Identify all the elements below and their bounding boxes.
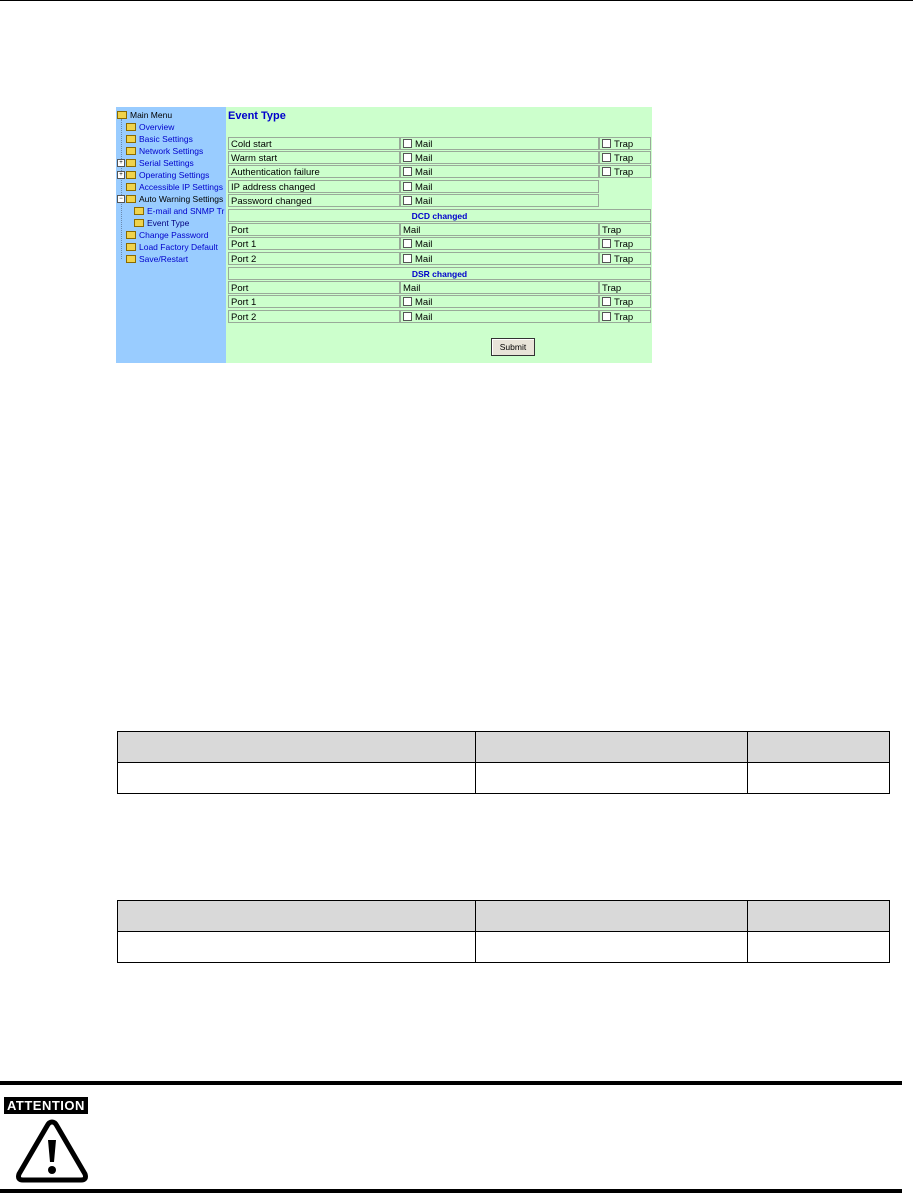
trap-option[interactable]: Trap — [599, 165, 651, 178]
settings-table-1 — [117, 731, 890, 794]
folder-icon — [126, 183, 136, 191]
event-name-cell: Password changed — [228, 194, 400, 207]
checkbox-dsr-port1-mail[interactable] — [403, 297, 412, 306]
menu-item-save-restart[interactable]: Save/Restart — [126, 253, 188, 265]
checkbox-mail-auth-failure[interactable] — [403, 167, 412, 176]
table-cell — [476, 763, 748, 794]
attention-bottom-rule — [0, 1189, 902, 1193]
folder-icon — [126, 123, 136, 131]
event-type-screenshot — [116, 107, 652, 363]
mail-option[interactable]: Mail — [400, 180, 599, 193]
checkbox-dcd-port1-trap[interactable] — [602, 239, 611, 248]
checkbox-mail-cold-start[interactable] — [403, 139, 412, 148]
mail-option[interactable]: Mail — [400, 310, 599, 323]
column-header-port: Port — [228, 223, 400, 236]
table-header-cell — [748, 901, 890, 932]
trap-option[interactable]: Trap — [599, 295, 651, 308]
mail-option[interactable]: Mail — [400, 137, 599, 150]
event-name-cell: Warm start — [228, 151, 400, 164]
port-name-cell: Port 2 — [228, 310, 400, 323]
folder-icon — [126, 147, 136, 155]
table-header-cell — [476, 901, 748, 932]
collapse-minus-icon[interactable]: − — [117, 195, 125, 203]
menu-item-change-password[interactable]: Change Password — [126, 229, 208, 241]
column-header-mail: Mail — [400, 223, 599, 236]
column-header-trap: Trap — [599, 223, 651, 236]
menu-item-auto-warning[interactable]: − Auto Warning Settings — [117, 193, 223, 205]
checkbox-dsr-port2-mail[interactable] — [403, 312, 412, 321]
expand-plus-icon[interactable]: + — [117, 171, 125, 179]
mail-option[interactable]: Mail — [400, 252, 599, 265]
menu-item-overview[interactable]: Overview — [126, 121, 174, 133]
trap-option[interactable]: Trap — [599, 137, 651, 150]
folder-icon — [126, 135, 136, 143]
folder-icon — [134, 219, 144, 227]
checkbox-trap-auth-failure[interactable] — [602, 167, 611, 176]
mail-option[interactable]: Mail — [400, 194, 599, 207]
expand-plus-icon[interactable]: + — [117, 159, 125, 167]
folder-open-icon — [117, 111, 127, 119]
menu-item-network-settings[interactable]: Network Settings — [126, 145, 203, 157]
folder-icon — [126, 243, 136, 251]
event-name-cell: Cold start — [228, 137, 400, 150]
table-cell — [118, 763, 476, 794]
attention-top-rule — [0, 1081, 902, 1085]
submit-button[interactable]: Submit — [491, 338, 535, 356]
table-cell — [748, 763, 890, 794]
checkbox-mail-warm-start[interactable] — [403, 153, 412, 162]
menu-item-main-menu[interactable]: Main Menu — [117, 109, 172, 121]
menu-item-operating-settings[interactable]: + Operating Settings — [117, 169, 209, 181]
event-type-panel — [226, 107, 652, 363]
settings-table-2 — [117, 900, 890, 963]
menu-item-basic-settings[interactable]: Basic Settings — [126, 133, 193, 145]
checkbox-dcd-port2-trap[interactable] — [602, 254, 611, 263]
checkbox-dcd-port1-mail[interactable] — [403, 239, 412, 248]
event-name-cell: IP address changed — [228, 180, 400, 193]
warning-triangle-icon — [14, 1118, 90, 1184]
checkbox-trap-cold-start[interactable] — [602, 139, 611, 148]
folder-icon — [126, 255, 136, 263]
table-cell — [118, 932, 476, 963]
trap-option[interactable]: Trap — [599, 310, 651, 323]
table-row — [118, 763, 890, 794]
table-header-cell — [748, 732, 890, 763]
menu-item-email-snmp[interactable]: E-mail and SNMP Tr — [134, 205, 224, 217]
attention-label: ATTENTION — [4, 1097, 88, 1114]
checkbox-mail-password-changed[interactable] — [403, 196, 412, 205]
menu-item-event-type[interactable]: Event Type — [134, 217, 189, 229]
table-cell — [748, 932, 890, 963]
mail-option[interactable]: Mail — [400, 165, 599, 178]
column-header-mail: Mail — [400, 281, 599, 294]
checkbox-dsr-port1-trap[interactable] — [602, 297, 611, 306]
trap-option[interactable]: Trap — [599, 237, 651, 250]
folder-open-icon — [126, 195, 136, 203]
page-title: Event Type — [228, 110, 286, 122]
trap-option[interactable]: Trap — [599, 151, 651, 164]
tree-line — [121, 119, 122, 259]
checkbox-dsr-port2-trap[interactable] — [602, 312, 611, 321]
port-name-cell: Port 1 — [228, 237, 400, 250]
dcd-section-header: DCD changed — [228, 209, 651, 222]
mail-option[interactable]: Mail — [400, 237, 599, 250]
folder-icon — [134, 207, 144, 215]
table-row — [118, 932, 890, 963]
mail-option[interactable]: Mail — [400, 295, 599, 308]
menu-item-accessible-ip[interactable]: Accessible IP Settings — [126, 181, 223, 193]
column-header-port: Port — [228, 281, 400, 294]
mail-option[interactable]: Mail — [400, 151, 599, 164]
sidebar-menu — [116, 107, 226, 363]
menu-item-serial-settings[interactable]: + Serial Settings — [117, 157, 194, 169]
checkbox-mail-ip-changed[interactable] — [403, 182, 412, 191]
menu-item-load-factory-default[interactable]: Load Factory Default — [126, 241, 218, 253]
trap-option[interactable]: Trap — [599, 252, 651, 265]
folder-icon — [126, 159, 136, 167]
port-name-cell: Port 1 — [228, 295, 400, 308]
port-name-cell: Port 2 — [228, 252, 400, 265]
table-header-cell — [118, 732, 476, 763]
page-top-rule — [0, 0, 913, 1]
folder-icon — [126, 231, 136, 239]
folder-icon — [126, 171, 136, 179]
table-header-cell — [476, 732, 748, 763]
dsr-section-header: DSR changed — [228, 267, 651, 280]
table-header-row — [118, 732, 890, 763]
table-header-cell — [118, 901, 476, 932]
table-header-row — [118, 901, 890, 932]
column-header-trap: Trap — [599, 281, 651, 294]
checkbox-dcd-port2-mail[interactable] — [403, 254, 412, 263]
checkbox-trap-warm-start[interactable] — [602, 153, 611, 162]
event-name-cell: Authentication failure — [228, 165, 400, 178]
table-cell — [476, 932, 748, 963]
